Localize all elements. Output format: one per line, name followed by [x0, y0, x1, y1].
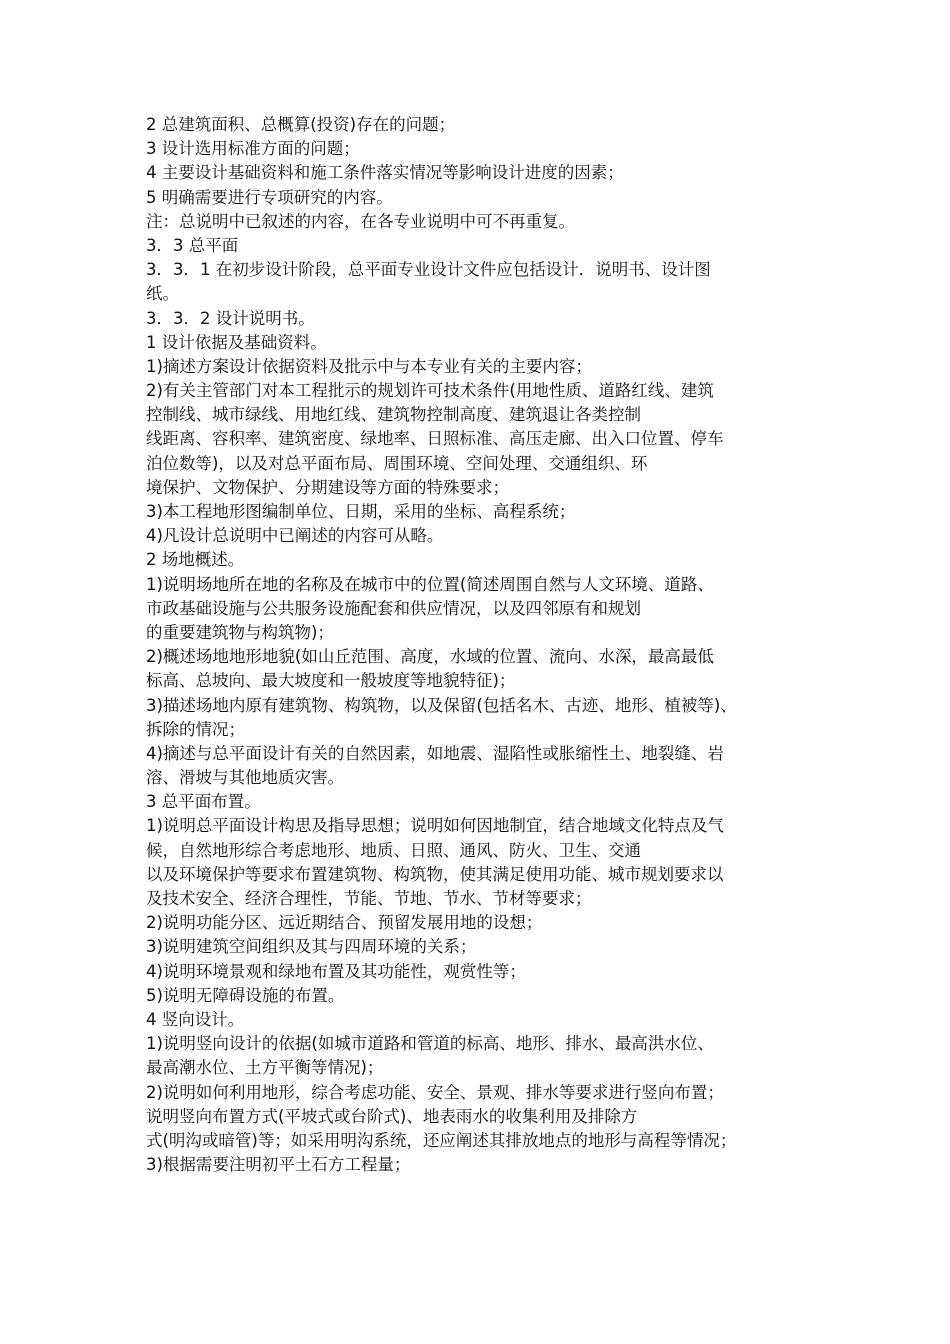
text-line: 2)说明功能分区、远近期结合、预留发展用地的设想；: [146, 913, 543, 933]
text-line: 3 设计选用标准方面的问题；: [146, 139, 360, 159]
text-line: 拆除的情况；: [146, 719, 245, 739]
text-line: 5 明确需要进行专项研究的内容。: [146, 187, 393, 207]
text-line: 泊位数等)，以及对总平面布局、周围环境、空间处理、交通组织、环: [146, 453, 648, 473]
text-line: 注：总说明中已叙述的内容，在各专业说明中可不再重复。: [146, 211, 575, 231]
text-line: 2 场地概述。: [146, 550, 245, 570]
text-line: 的重要建筑物与构筑物)；: [146, 622, 334, 642]
text-line: 说明竖向布置方式(平坡式或台阶式)、地表雨水的收集利用及排除方: [146, 1106, 638, 1126]
text-line: 3 总平面布置。: [146, 792, 261, 812]
text-line: 标高、总坡向、最大坡度和一般坡度等地貌特征)；: [146, 671, 516, 691]
text-line: 1)说明竖向设计的依据(如城市道路和管道的标高、地形、排水、最高洪水位、: [146, 1034, 714, 1054]
text-line: 3．3．2 设计说明书。: [146, 308, 315, 328]
text-line: 5)说明无障碍设施的布置。: [146, 985, 345, 1005]
text-line: 纸。: [146, 284, 179, 304]
text-line: 3)本工程地形图编制单位、日期，采用的坐标、高程系统；: [146, 502, 576, 521]
text-line: 最高潮水位、土方平衡等情况)；: [146, 1058, 384, 1078]
text-line: 1)说明总平面设计构思及指导思想；说明如何因地制宜，结合地域文化特点及气: [146, 816, 724, 836]
text-line: 3．3 总平面: [146, 235, 239, 255]
text-line: 及技术安全、经济合理性，节能、节地、节水、节材等要求；: [146, 889, 592, 908]
text-line: 3)根据需要注明初平土石方工程量；: [146, 1155, 411, 1175]
text-line: 1)说明场地所在地的名称及在城市中的位置(简述周围自然与人文环境、道路、: [146, 574, 714, 594]
text-line: 4)说明环境景观和绿地布置及其功能性，观赏性等；: [146, 961, 526, 981]
text-line: 4)凡设计总说明中已阐述的内容可从略。: [146, 526, 444, 546]
text-line: 2)有关主管部门对本工程批示的规划许可技术条件(用地性质、道路红线、建筑: [146, 381, 714, 401]
text-line: 3)说明建筑空间组织及其与四周环境的关系；: [146, 937, 477, 957]
text-line: 4 主要设计基础资料和施工条件落实情况等影响设计进度的因素；: [146, 163, 624, 183]
text-line: 2 总建筑面积、总概算(投资)存在的问题；: [146, 115, 456, 134]
text-line: 2)说明如何利用地形，综合考虑功能、安全、景观、排水等要求进行竖向布置；: [146, 1082, 724, 1102]
text-line: 2)概述场地地形地貌(如山丘范围、高度，水域的位置、流向、水深，最高最低: [146, 647, 714, 667]
text-line: 式(明沟或暗管)等；如采用明沟系统，还应阐述其排放地点的地形与高程等情况；: [146, 1130, 737, 1150]
text-line: 4 竖向设计。: [146, 1009, 245, 1029]
text-line: 4)摘述与总平面设计有关的自然因素，如地震、湿陷性或胀缩性土、地裂缝、岩: [146, 743, 724, 763]
text-line: 1 设计依据及基础资料。: [146, 332, 327, 352]
text-line: 线距离、容积率、建筑密度、绿地率、日照标准、高压走廊、出入口位置、停车: [146, 429, 724, 449]
document-body: [146, 113, 812, 1177]
text-line: 候，自然地形综合考虑地形、地质、日照、通风、防火、卫生、交通: [146, 840, 641, 860]
text-line: 控制线、城市绿线、用地红线、建筑物控制高度、建筑退让各类控制: [146, 405, 641, 425]
text-line: 3)描述场地内原有建筑物、构筑物，以及保留(包括名木、古迹、地形、植被等)、: [146, 695, 737, 715]
text-line: 境保护、文物保护、分期建设等方面的特殊要求；: [146, 477, 509, 497]
text-line: 以及环境保护等要求布置建筑物、构筑物，使其满足使用功能、城市规划要求以: [146, 864, 724, 884]
text-line: 溶、滑坡与其他地质灾害。: [146, 768, 344, 788]
text-line: 3．3．1 在初步设计阶段，总平面专业设计文件应包括设计．说明书、设计图: [146, 260, 711, 280]
text-line: 1)摘述方案设计依据资料及批示中与本专业有关的主要内容；: [146, 356, 592, 376]
text-line: 市政基础设施与公共服务设施配套和供应情况，以及四邻原有和规划: [146, 598, 641, 618]
